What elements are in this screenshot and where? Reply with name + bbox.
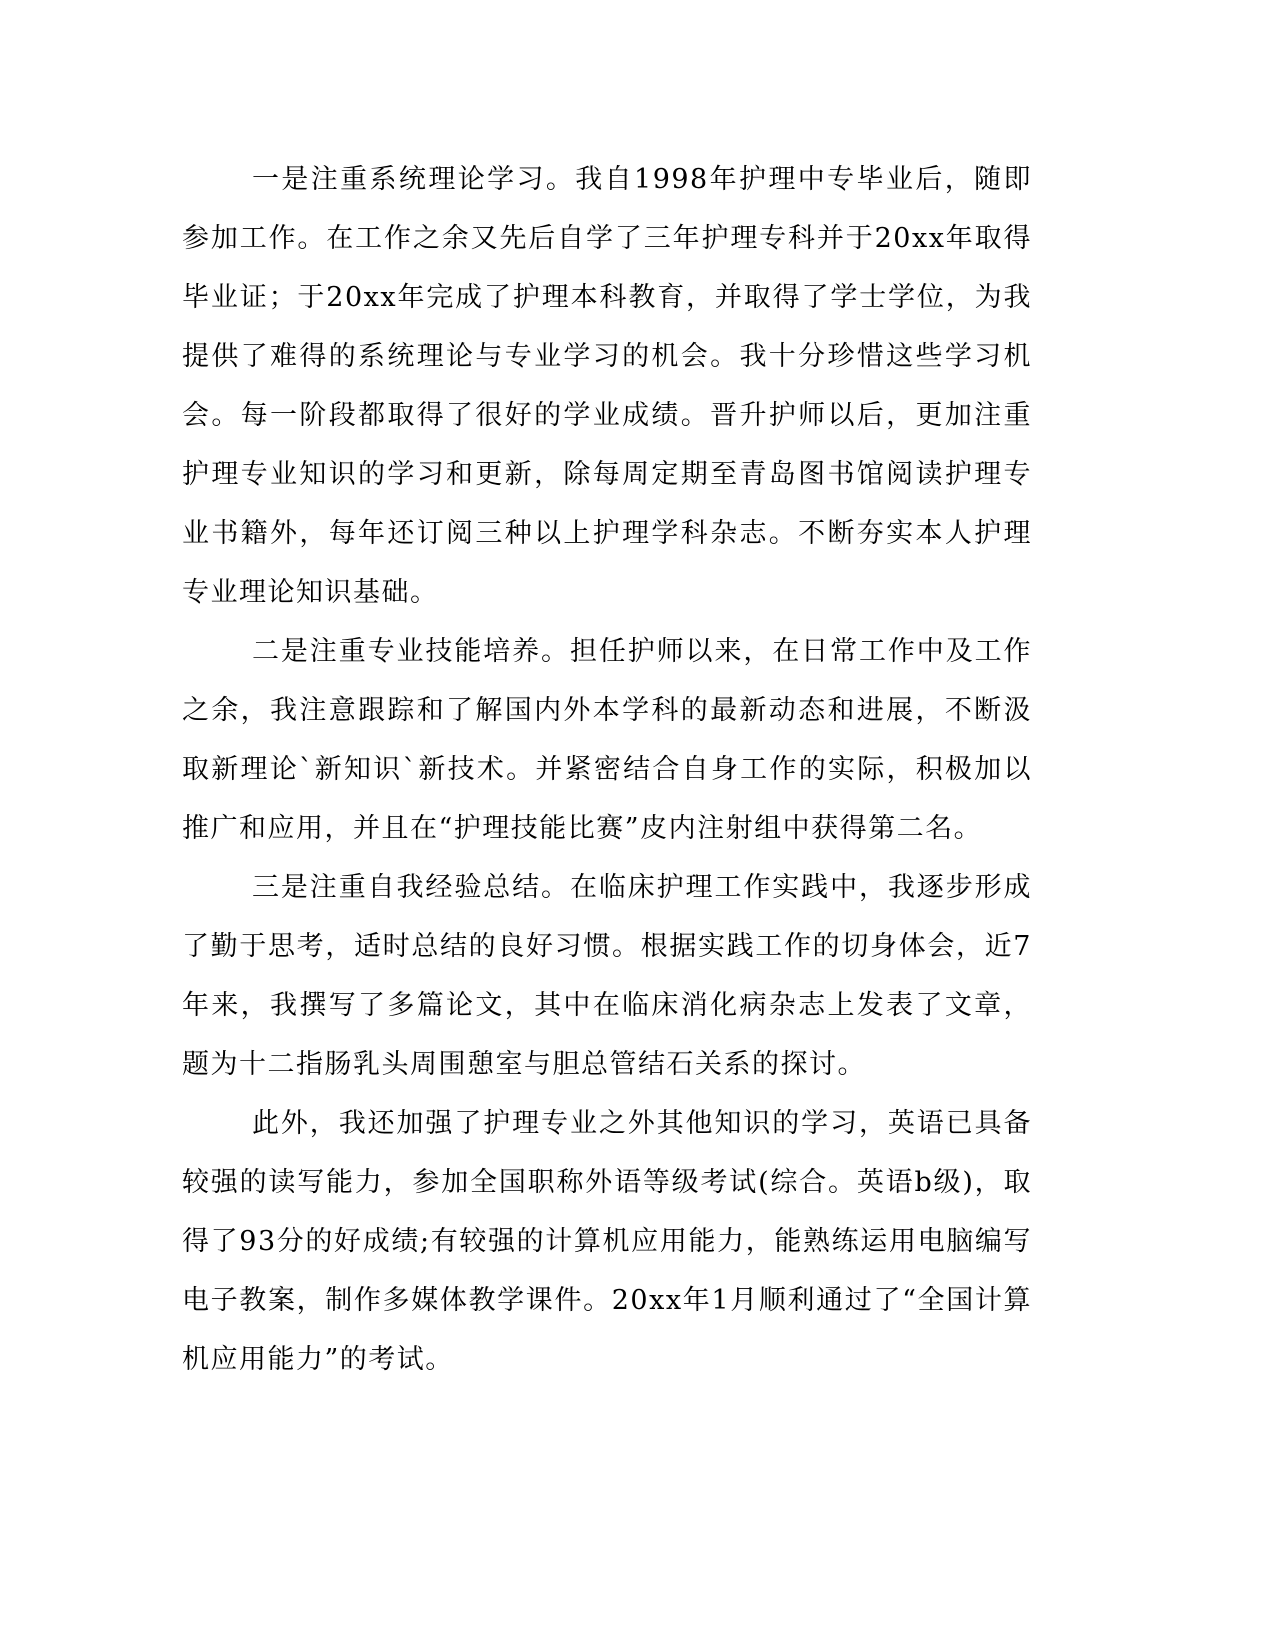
paragraph-skill-training: 二是注重专业技能培养。担任护师以来，在日常工作中及工作之余，我注意跟踪和了解国内外本学科的最新动态和进展，不断汲取新理论`新知识`新技术。并紧密结合自身工作的实际，积极加以推广和应用，并且在“护理技能比赛”皮内注射组中获得第二名。 bbox=[182, 636, 1032, 844]
paragraph-other-knowledge: 此外，我还加强了护理专业之外其他知识的学习，英语已具备较强的读写能力，参加全国职称外语等级考试(综合。英语b级)，取得了93分的好成绩;有较强的计算机应用能力，能熟练运用电脑编写电子教案，制作多媒体教学课件。20xx年1月顺利通过了“全国计算机应用能力”的考试。 bbox=[182, 1108, 1032, 1375]
document-body bbox=[182, 150, 1032, 1389]
paragraph-theory-study: 一是注重系统理论学习。我自1998年护理中专毕业后，随即参加工作。在工作之余又先后自学了三年护理专科并于20xx年取得毕业证；于20xx年完成了护理本科教育，并取得了学士学位，为我提供了难得的系统理论与专业学习的机会。我十分珍惜这些学习机会。每一阶段都取得了很好的学业成绩。晋升护师以后，更加注重护理专业知识的学习和更新，除每周定期至青岛图书馆阅读护理专业书籍外，每年还订阅三种以上护理学科杂志。不断夯实本人护理专业理论知识基础。 bbox=[182, 164, 1032, 608]
paragraph-experience-summary: 三是注重自我经验总结。在临床护理工作实践中，我逐步形成了勤于思考，适时总结的良好习惯。根据实践工作的切身体会，近7年来，我撰写了多篇论文，其中在临床消化病杂志上发表了文章，题为十二指肠乳头周围憩室与胆总管结石关系的探讨。 bbox=[182, 872, 1032, 1080]
